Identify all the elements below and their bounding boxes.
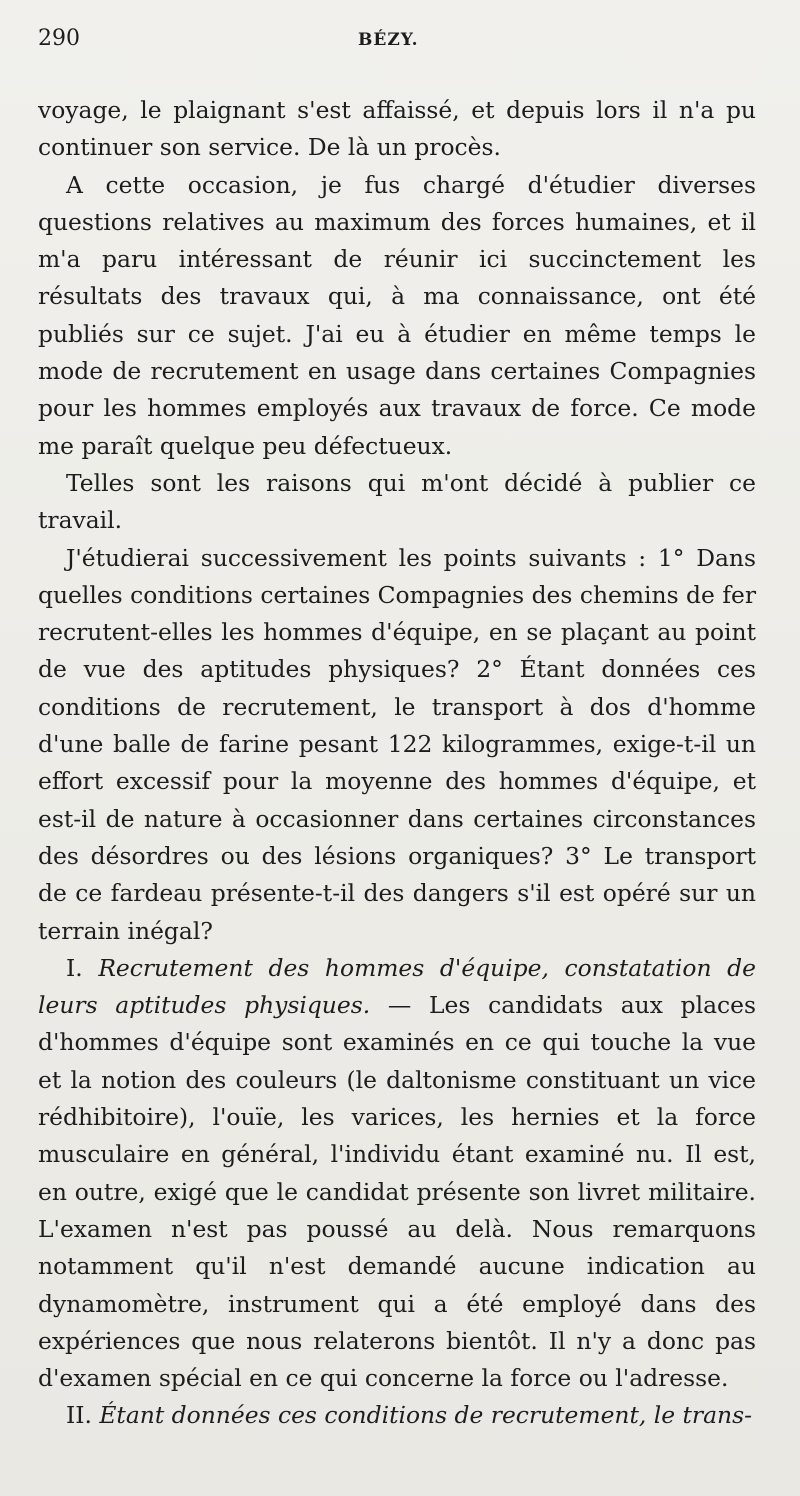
page-number: 290 [38,26,80,51]
paragraph-reasons: Telles sont les raisons qui m'ont décidé à publier ce travail. [38,468,756,535]
section-1-heading: Recrutement des hommes d'équipe, constatation de leurs aptitudes physiques. [38,953,756,1020]
paragraph-continuation: voyage, le plaignant s'est affaissé, et depuis lors il n'a pu continuer son service. De là un procès. [38,96,756,162]
section-2-heading: Étant données ces conditions de recrutement, le trans- [99,1401,753,1430]
body-text [38,92,756,1435]
running-title: BÉZY. [358,30,419,50]
paragraph-points: J'étudierai successivement les points suivants : 1° Dans quelles conditions certaines Compagnies des chemins de fer recrutent-elles les hommes d'équipe, en se plaçant au point de vue des aptitudes physiques? 2° Étant données ces conditions de recrutement, le transport à dos d'homme d'une balle de farine pesant 122 kilogrammes, exige-t-il un effort excessif pour la moyenne des hommes d'équipe, et est-il de nature à occasionner dans certaines circonstances des désordres ou des lésions organiques? 3° Le transport de ce fardeau présente-t-il des dangers s'il est opéré sur un terrain inégal? [38,543,756,945]
running-head [38,26,756,70]
paragraph-section-1 [38,950,756,1398]
paragraph-occasion: A cette occasion, je fus chargé d'étudier diverses questions relatives au maximum des forces humaines, et il m'a paru intéressant de réunir ici succinctement les résultats des travaux qui, à ma connaissance, ont été publiés sur ce sujet. J'ai eu à étudier en même temps le mode de recrutement en usage dans certaines Compagnies pour les hommes employés aux travaux de force. Ce mode me paraît quelque peu défectueux. [38,170,756,460]
paragraph-section-2 [38,1397,756,1434]
section-1-number: I. [66,953,99,982]
section-2-number: II. [66,1401,100,1430]
section-1-text: — Les candidats aux places d'hommes d'équipe sont examinés en ce qui touche la vue et la notion des couleurs (le daltonisme constituant un vice rédhibitoire), l'ouïe, les varices, les hernies et la force musculaire en général, l'individu étant examiné nu. Il est, en outre, exigé que le candidat présente son livret militaire. L'examen n'est pas poussé au delà. Nous remarquons notamment qu'il n'est demandé aucune indication au dynamomètre, instrument qui a été employé dans des expériences que nous relaterons bientôt. Il n'y a donc pas d'examen spécial en ce qui concerne la force ou l'adresse. [38,991,756,1393]
